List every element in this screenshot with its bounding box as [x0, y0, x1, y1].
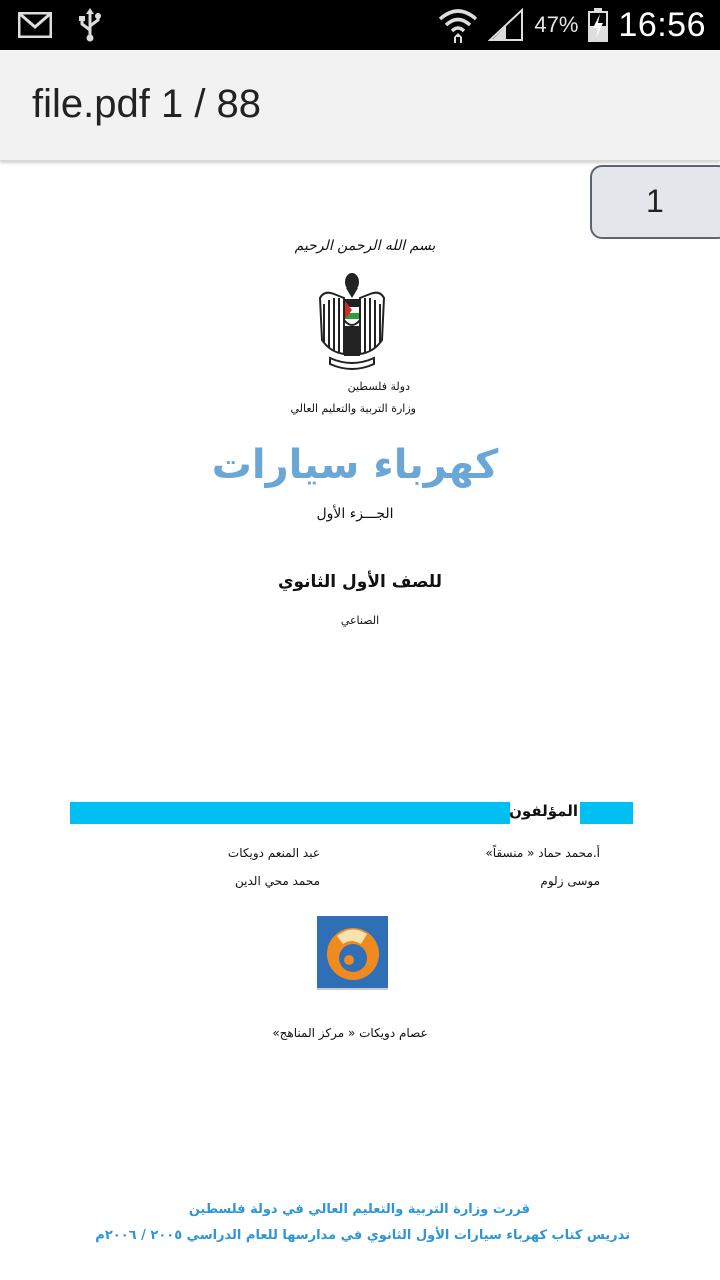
status-bar	[0, 0, 720, 50]
app-bar	[0, 50, 720, 161]
system-status	[438, 0, 706, 50]
curriculum-center-logo	[317, 916, 388, 990]
author-name: محمد محي الدين	[235, 874, 320, 888]
branch-name: الصناعي	[340, 614, 380, 627]
book-part: الجـــزء الأول	[316, 506, 394, 522]
battery-charging-icon	[588, 8, 608, 42]
current-page-number: 1	[646, 183, 664, 219]
pdf-page[interactable]	[0, 162, 720, 1280]
clock: 16:56	[618, 5, 706, 44]
notification-icons	[18, 8, 102, 42]
wifi-icon	[438, 7, 478, 43]
basmala-text: بسم الله الرحمن الرحيم	[294, 238, 436, 254]
state-name: دولة فلسطين	[347, 380, 410, 393]
approval-line-2: تدريس كتاب كهرباء سيارات الأول الثانوي في مدارسها للعام الدراسي ٢٠٠٥ / ٢٠٠٦م	[95, 1228, 630, 1243]
signal-icon	[488, 8, 524, 42]
email-icon	[18, 12, 52, 38]
authors-divider-end	[582, 802, 633, 824]
book-title: كهرباء سيارات	[211, 442, 499, 488]
grade-level: للصف الأول الثانوي	[277, 572, 443, 592]
ministry-name: وزارة التربية والتعليم العالي	[290, 402, 416, 415]
file-title: file.pdf 1 / 88	[32, 82, 262, 126]
palestine-eagle-emblem	[316, 268, 388, 374]
approval-line-1: قررت وزارة التربية والتعليم العالي في دولة فلسطين	[188, 1202, 530, 1217]
authors-heading	[510, 800, 580, 826]
curriculum-center-credit: عصام دويكات « مركز المناهج»	[272, 1026, 428, 1040]
author-name: أ.محمد حماد « منسقاً»	[485, 846, 600, 860]
author-name: موسى زلوم	[540, 874, 600, 888]
author-name: عبد المنعم دويكات	[227, 846, 320, 860]
usb-icon	[78, 8, 102, 42]
page-number-badge	[590, 165, 720, 239]
authors-heading-text: المؤلفون	[509, 802, 578, 820]
battery-percentage: 47%	[534, 12, 579, 37]
